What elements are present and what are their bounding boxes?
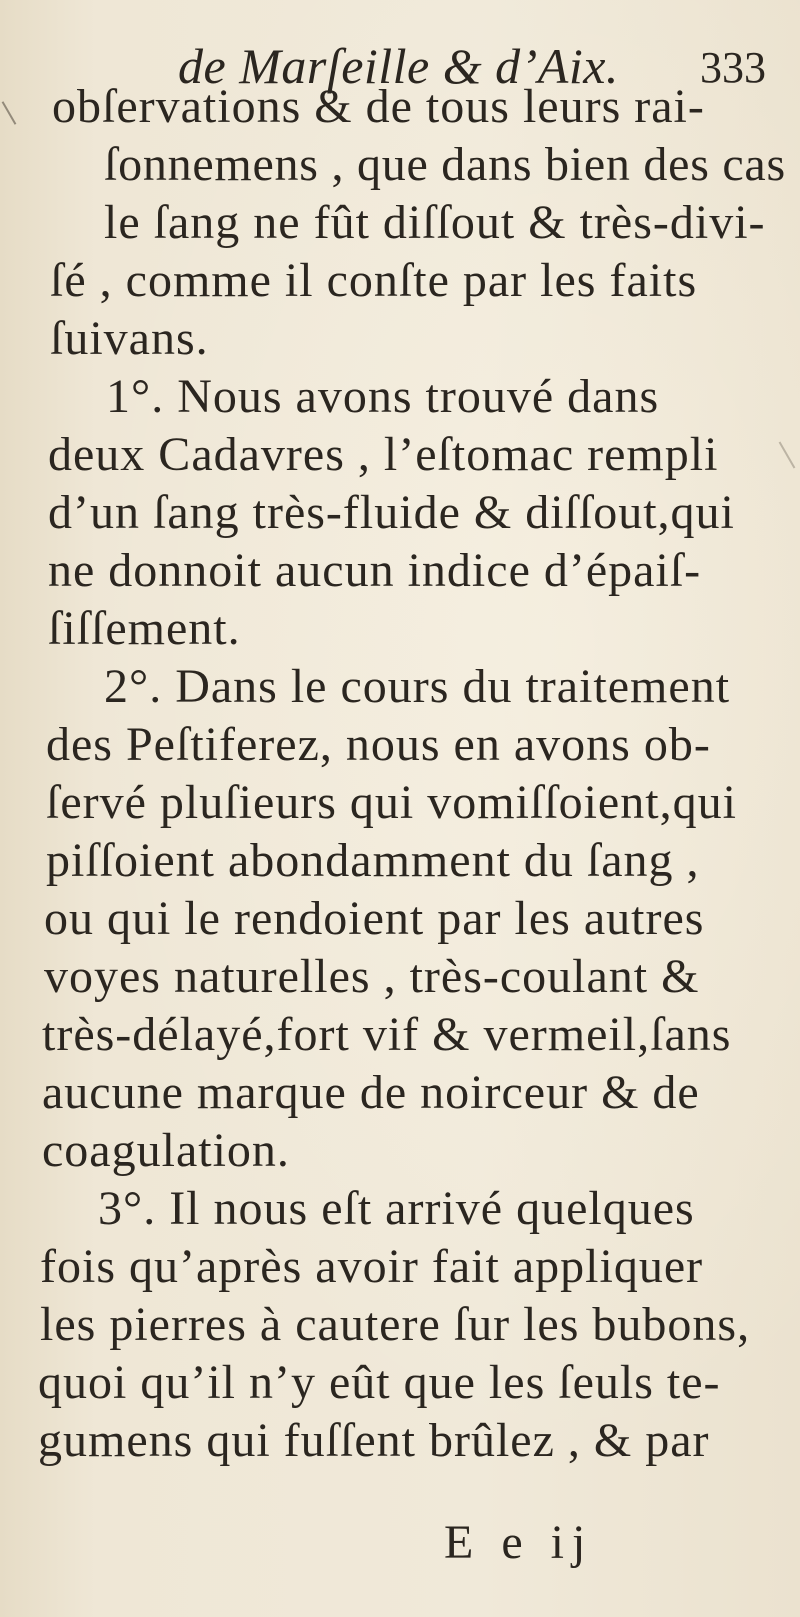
page-number: 333 — [700, 43, 766, 92]
text-line: piſſoient abondamment du ſang , — [46, 834, 700, 887]
text-line: ſonnemens , que dans bien des cas — [104, 138, 786, 191]
text-line: aucune marque de noirceur & de — [42, 1066, 700, 1119]
margin-tick-mark — [779, 442, 796, 469]
text-line: 2°. Dans le cours du traitement — [104, 660, 731, 713]
text-line: quoi qu’il n’y eût que les ſeuls te- — [38, 1356, 721, 1409]
text-line: très-délayé,fort vif & vermeil,ſans — [42, 1008, 732, 1061]
text-line: deux Cadavres , l’eſtomac rempli — [48, 428, 719, 481]
text-line: des Peſtiferez, nous en avons ob- — [46, 718, 711, 771]
text-line: les pierres à cautere ſur les bubons, — [40, 1298, 751, 1351]
signature-mark: E e ij — [444, 1516, 594, 1569]
text-line: 1°. Nous avons trouvé dans — [106, 370, 660, 423]
text-line: fois qu’après avoir fait appliquer — [40, 1240, 704, 1293]
text-line: coagulation. — [42, 1124, 290, 1177]
text-line: obſervations & de tous leurs rai- — [52, 80, 705, 133]
text-line: ne donnoit aucun indice d’épaiſ- — [48, 544, 702, 597]
margin-tick-mark — [2, 101, 17, 125]
running-head-title: de Marſeille & d’Aix. — [178, 38, 619, 94]
text-line: voyes naturelles , très-coulant & — [44, 950, 700, 1003]
text-line: ou qui le rendoient par les autres — [44, 892, 705, 945]
text-line: le ſang ne fût diſſout & très-divi- — [104, 196, 766, 249]
text-line: ſiſſement. — [48, 602, 241, 655]
text-line: gumens qui fuſſent brûlez , & par — [38, 1414, 710, 1467]
text-line: d’un ſang très-fluide & diſſout,qui — [48, 486, 735, 539]
text-line: ſé , comme il conſte par les faits — [50, 254, 698, 307]
text-line: 3°. Il nous eſt arrivé quelques — [98, 1182, 695, 1235]
text-line: ſuivans. — [50, 312, 209, 365]
text-line: ſervé pluſieurs qui vomiſſoient,qui — [46, 776, 737, 829]
